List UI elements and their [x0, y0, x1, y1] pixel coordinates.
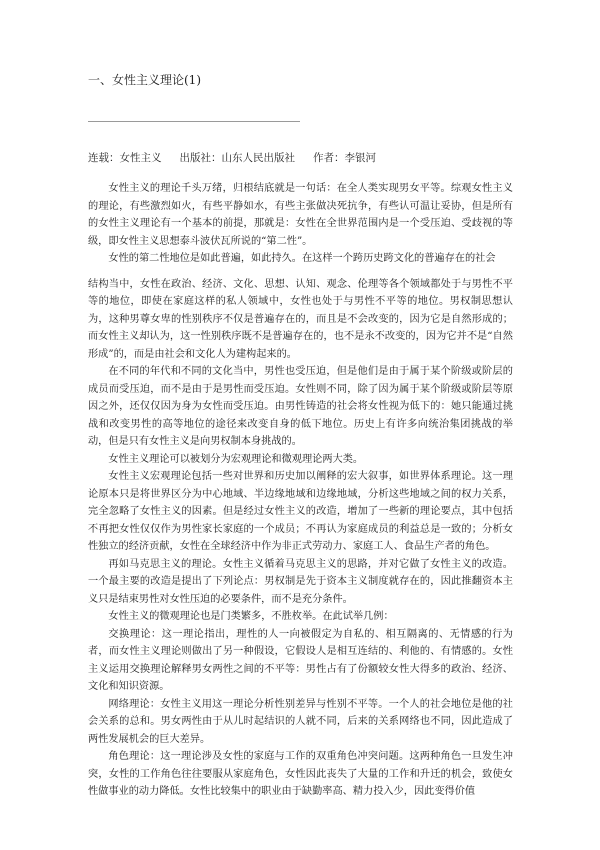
paragraph: 角色理论：这一理论涉及女性的家庭与工作的双重角色冲突问题。这两种角色一旦发生冲突，女性的工作角色往往要服从家庭角色，女性因此丧失了大量的工作和升迁的机会，致使女性做事业的动力降低。女性比较集中的职业由于缺勤率高、精力投入少，因此变得价值 [88, 751, 513, 797]
paragraph: 网络理论：女性主义用这一理论分析性别差异与性别不平等。一个人的社会地位是他的社会关系的总和。男女两性由于从儿时起结识的人就不同，后来的关系网络也不同，因此造成了两性发展机会的巨大差异。 [88, 698, 513, 745]
paragraph: 女性主义的理论千头万绪，归根结底就是一句话：在全人类实现男女平等。综观女性主义的理论，有些激烈如火，有些平静如水，有些主张做决死抗争，有些认可温让妥协，但是所有的女性主义理论有一个基本的前提，那就是：女性在全世界范围内是一个受压迫、受歧视的等级，即女性主义思想泰斗波伏瓦所说的“第二性”。 [88, 183, 513, 247]
title-divider [88, 121, 300, 122]
paragraph: 女性主义宏观理论包括一些对世界和历史加以阐释的宏大叙事，如世界体系理论。这一理论原本只是将世界区分为中心地域、半边缘地域和边缘地域，分析这些地域之间的权力关系，完全忽略了女性主义的因素。但是经过女性主义的改造，增加了一些新的理论要点，其中包括不再把女性仅仅作为男性家长家庭的一个成员；不再认为家庭成员的利益总是一致的；分析女性独立的经济贡献，女性在全球经济中作为非正式劳动力、家庭工人、食品生产者的角色。 [88, 471, 513, 552]
paragraph: 女性主义理论可以被划分为宏观理论和微观理论两大类。 [108, 453, 364, 465]
paragraph: 在不同的年代和不同的文化当中，男性也受压迫，但是他们是由于属于某个阶级或阶层的成员而受压迫，而不是由于是男性而受压迫。女性则不同，除了因为属于某个阶级或阶层等原因之外，还仅仅因为身为女性而受压迫。由男性铸造的社会将女性视为低下的：她只能通过挑战和改变男性的高等地位的途径来改变自身的低下地位。历史上有许多向统治集团挑战的举动，但是只有女性主义是向男权制本身挑战的。 [88, 366, 513, 447]
publisher-label: 出版社：山东人民出版社 [179, 152, 295, 164]
paragraph: 女性的第二性地位是如此普遍，如此持久。在这样一个跨历史跨文化的普遍存在的社会 [108, 253, 496, 264]
paragraph: 交换理论：这一理论指出，理性的人一向被假定为自私的、相互隔离的、无情感的行为者，而女性主义理论则做出了另一种假设，它假设人是相互连结的、利他的、有情感的。女性主义运用交换理论解释男女两性之间的不平等：男性占有了份额较女性大得多的政治、经济、文化和知识资源。 [88, 628, 513, 692]
article-body [88, 180, 513, 801]
author-label: 作者：李银河 [313, 152, 376, 164]
page-title: 一、女性主义理论(1) [88, 73, 201, 87]
paragraph: 再如马克思主义的理论。女性主义循着马克思主义的思路，并对它做了女性主义的改造。一个最主要的改造是提出了下列论点：男权制是先于资本主义制度就存在的，因此推翻资本主义只是结束男性对女性压迫的必要条件，而不是充分条件。 [88, 558, 513, 605]
paragraph: 结构当中，女性在政治、经济、文化、思想、认知、观念、伦理等各个领域都处于与男性不平等的地位，即使在家庭这样的私人领域中，女性也处于与男性不平等的地位。男权制思想认为，这种男尊女卑的性别秩序不仅是普遍存在的，而且是不会改变的，因为它是自然形成的；而女性主义却认为，这一性别秩序既不是普遍存在的，也不是永不改变的，因为它并不是“自然形成”的，而是由社会和文化人为建构起来的。 [88, 278, 513, 360]
paragraph: 女性主义的微观理论也是门类繁多，不胜枚举。在此试举几例： [108, 611, 394, 622]
series-label: 连载：女性主义 [88, 152, 162, 164]
article-meta [88, 150, 376, 166]
